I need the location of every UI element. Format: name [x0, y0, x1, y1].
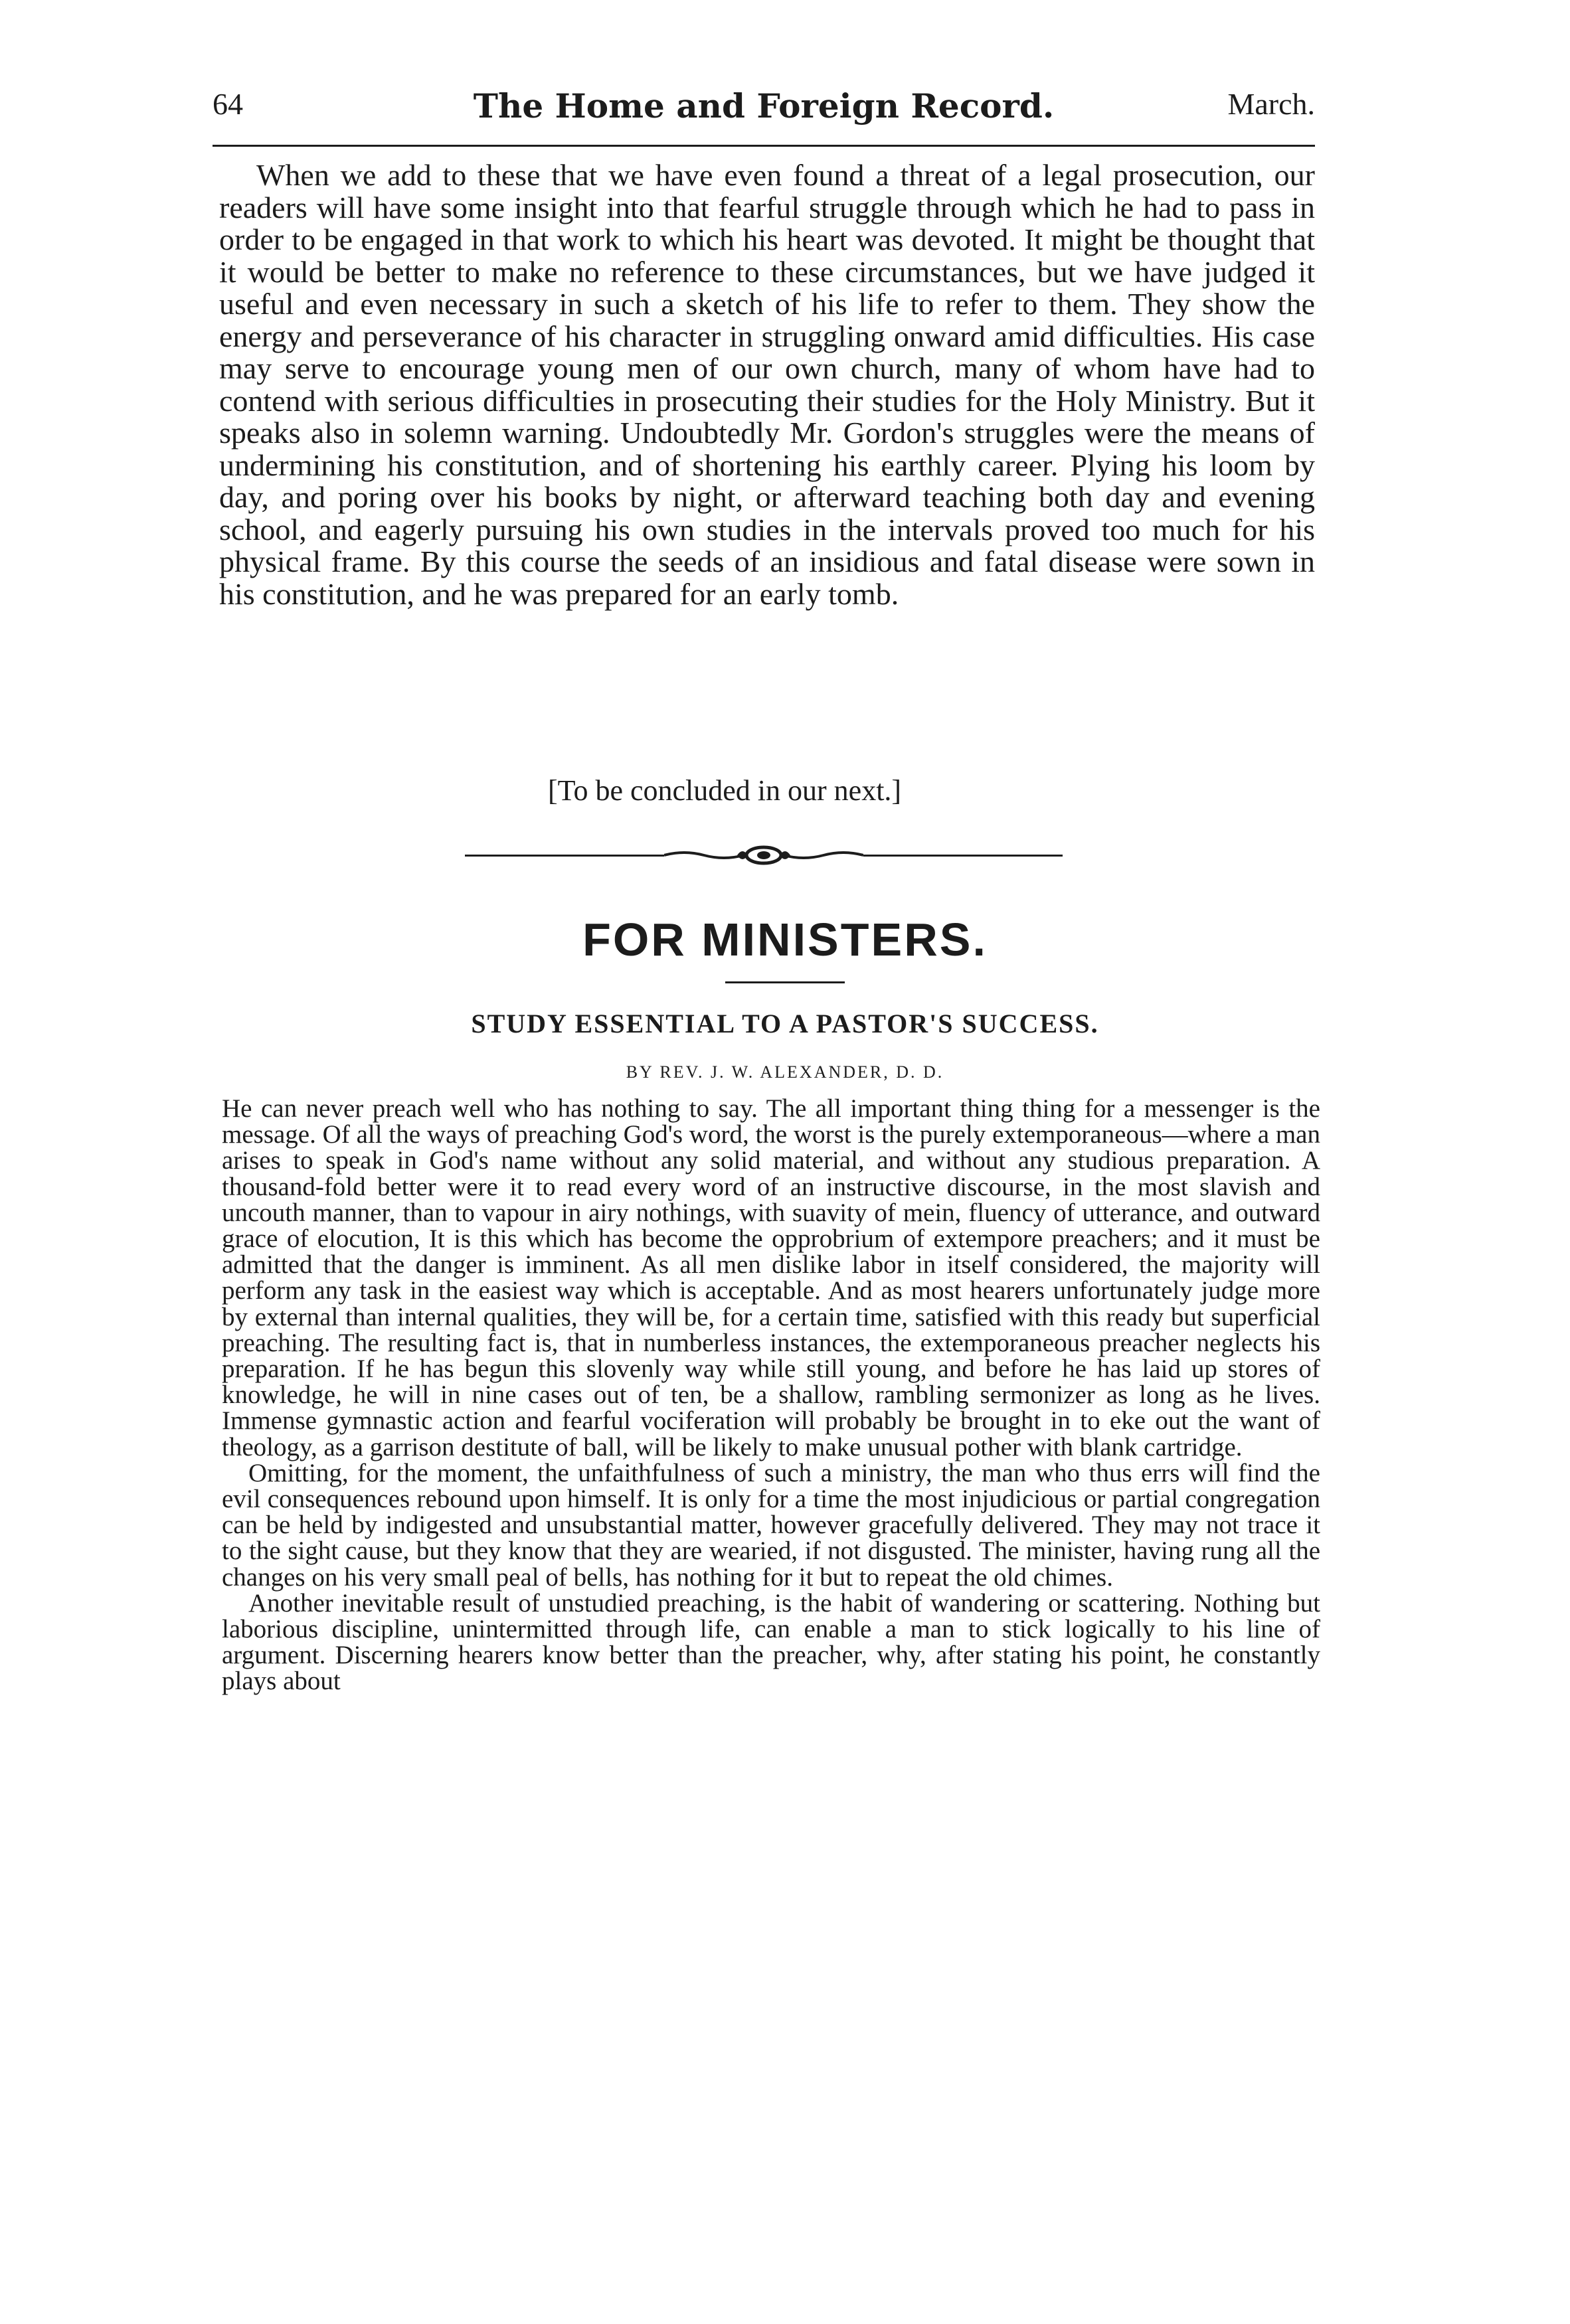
section-title: FOR MINISTERS.: [582, 914, 988, 965]
article-byline: BY REV. J. W. ALEXANDER, D. D.: [626, 1062, 944, 1082]
ornament-rule-right: [863, 855, 1063, 857]
section-title-rule: [725, 981, 845, 983]
continued-paragraph-text: When we add to these that we have even found a threat of a legal prosecution, our readers will have some insight into that fearful struggle through which he had to pass in order to be engaged in that work to which his heart was devoted. It might be thought that it would be better to make no reference to these circumstances, but we have judged it useful and even necessary in such a sketch of his life to refer to them. They show the energy and perseverance of his character in struggling onward amid difficulties. His case may serve to encourage young men of our own church, many of whom have had to contend with serious difficulties in prosecuting their studies for the Holy Ministry. But it speaks also in solemn warning. Undoubtedly Mr. Gordon's struggles were the means of undermining his constitution, and of shortening his earthly career. Plying his loom by day, and poring over his books by night, or afterward teaching both day and evening school, and eagerly pursuing his own studies in the intervals proved too much for his physical frame. By this course the seeds of an insidious and fatal disease were sown in his constitution, and he was prepared for an early tomb.: [219, 158, 1315, 611]
header-rule: [213, 145, 1315, 147]
article-body: [222, 1096, 1320, 1695]
journal-title: The Home and Foreign Record.: [473, 86, 1055, 125]
ornament-rule-left: [465, 855, 664, 857]
article-subtitle: STUDY ESSENTIAL TO A PASTOR'S SUCCESS.: [471, 1009, 1099, 1038]
issue-month: March.: [1227, 87, 1315, 121]
continued-paragraph: [219, 159, 1315, 610]
article-paragraph-1: He can never preach well who has nothing to say. The all important thing thing for a messenger is the message. Of all the ways of preaching God's word, the worst is the purely extemporaneous—where a man arises to speak in God's name without any solid material, and without any studious preparation. A thousand-fold better were it to read every word of an instructive discourse, in the most slavish and uncouth manner, than to vapour in airy nothings, with suavity of mein, fluency of utterance, and outward grace of elocution, It is this which has become the opprobrium of extempore preachers; and it must be admitted that the danger is imminent. As all men dislike labor in itself considered, the majority will perform any task in the easiest way which is acceptable. And as most hearers unfortunately judge more by external than internal qualities, they will be, for a certain time, satisfied with this ready but superficial preaching. The resulting fact is, that in numberless instances, the extemporaneous preacher neglects his preparation. If he has begun this slovenly way while still young, and before he has laid up stores of knowledge, he will in nine cases out of ten, be a shallow, rambling sermonizer as long as he lives. Immense gymnastic action and fearful vociferation will probably be brought in to eke out the want of theology, as a garrison destitute of ball, will be likely to make unusual pother with blank cartridge.: [222, 1094, 1320, 1461]
section-ornament: [465, 842, 1063, 869]
article-paragraph-2: Omitting, for the moment, the unfaithfulness of such a ministry, the man who thus errs will find the evil consequences rebound upon himself. It is only for a time the most injudicious or partial congregation can be held by indigested and unsubstantial matter, however gracefully delivered. They may not trace it to the sight cause, but they know that they are wearied, if not disgusted. The minister, having rung all the changes on his very small peal of bells, has nothing for it but to repeat the old chimes.: [222, 1458, 1320, 1592]
page-number: 64: [213, 87, 243, 121]
ornament-flourish: [664, 842, 863, 869]
running-header: [213, 86, 1315, 133]
article-paragraph-3: Another inevitable result of unstudied preaching, is the habit of wandering or scattering. Nothing but laborious discipline, unintermitted through life, can enable a man to stick logically to his line of argument. Discerning hearers know better than the preacher, why, after stating his point, he constantly plays about: [222, 1588, 1320, 1696]
conclusion-note: [To be concluded in our next.]: [548, 774, 902, 807]
